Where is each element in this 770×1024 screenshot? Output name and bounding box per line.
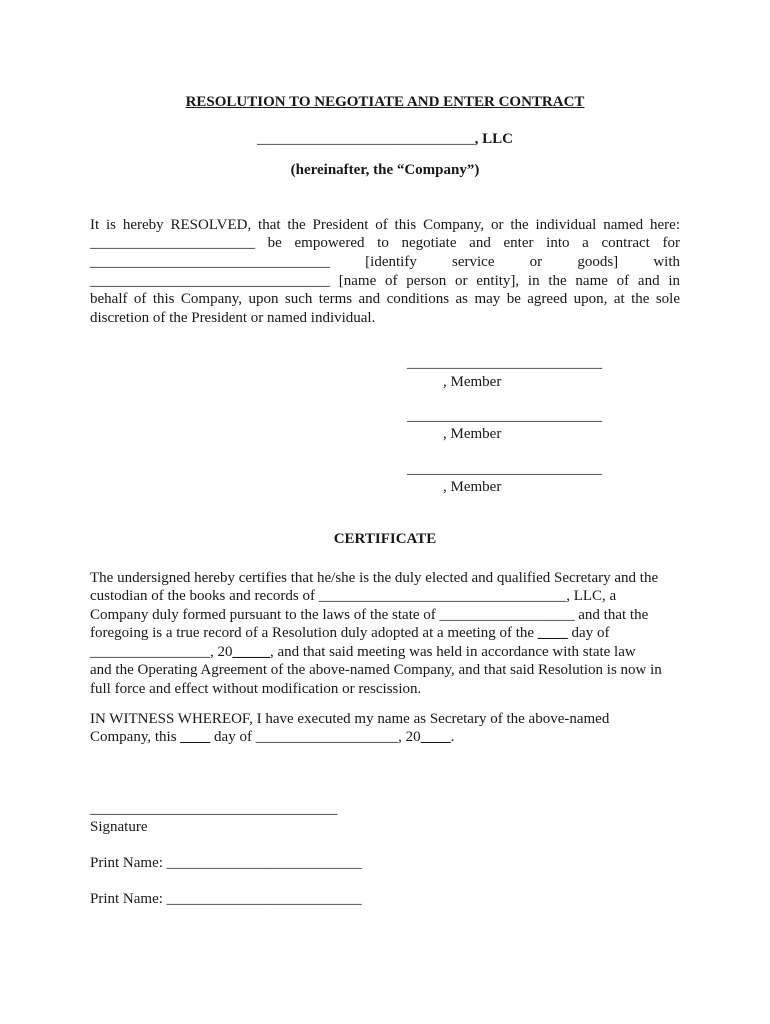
- text-run: ________________, 20: [90, 643, 233, 660]
- company-name-line: [90, 130, 680, 149]
- resolution-line: It is hereby RESOLVED, that the President of this Company, or the individual named here:: [90, 216, 680, 233]
- document-title: RESOLUTION TO NEGOTIATE AND ENTER CONTRACT: [185, 94, 585, 110]
- certificate-line: [90, 643, 680, 662]
- blank-field: ____: [537, 625, 568, 642]
- member-signature-block: [407, 460, 680, 497]
- witness-line: [90, 728, 680, 747]
- text-run: day of ___________________, 20: [210, 729, 421, 746]
- certificate-line: Company duly formed pursuant to the laws of the state of __________________ and that the: [90, 606, 649, 623]
- witness-paragraph: [90, 710, 680, 747]
- certificate-paragraph: [90, 569, 680, 699]
- text-run: foregoing is a true record of a Resolution duly adopted at a meeting of the: [90, 625, 538, 642]
- blank-field: ____: [420, 729, 451, 746]
- certificate-heading: CERTIFICATE: [333, 530, 437, 547]
- document-content: [90, 0, 680, 908]
- company-name-suffix: , LLC: [474, 130, 513, 147]
- text-run: .: [450, 729, 455, 746]
- print-name-row: Print Name: __________________________: [90, 890, 362, 907]
- resolution-line: ________________________________ [name of person or entity], in the name of and in: [90, 272, 680, 289]
- certificate-line: full force and effect without modification or rescission.: [90, 681, 422, 698]
- blank-field: _____: [232, 643, 270, 660]
- signature-label: Signature: [90, 819, 148, 836]
- member-signature-label: , Member: [443, 426, 502, 443]
- resolution-line: ______________________ be empowered to negotiate and enter into a contract for: [90, 235, 680, 252]
- member-signature-block: [407, 354, 680, 391]
- signature-line: _________________________________: [90, 800, 338, 817]
- certificate-line: The undersigned hereby certifies that he/she is the duly elected and qualified Secretary and the: [90, 569, 659, 586]
- signature-block: [90, 800, 680, 837]
- company-alias-subtitle: (hereinafter, the “Company”): [290, 162, 480, 179]
- member-signature-label: , Member: [443, 373, 502, 390]
- member-signature-group: [407, 354, 680, 497]
- print-name-row: Print Name: __________________________: [90, 855, 362, 872]
- member-signature-block: [407, 407, 680, 444]
- resolution-paragraph: [90, 216, 680, 328]
- text-run: , and that said meeting was held in accordance with state law: [270, 643, 636, 660]
- member-signature-label: , Member: [443, 479, 502, 496]
- member-signature-line: __________________________: [407, 460, 602, 477]
- text-run: Company, this: [90, 729, 181, 746]
- company-name-blank: _____________________________: [257, 130, 475, 147]
- resolution-line: discretion of the President or named individual.: [90, 309, 376, 326]
- text-run: day of: [567, 625, 610, 642]
- member-signature-line: __________________________: [407, 355, 602, 372]
- member-signature-line: __________________________: [407, 407, 602, 424]
- resolution-line: ________________________________ [identify service or goods] with: [90, 253, 680, 270]
- certificate-line: custodian of the books and records of _________________________________, LLC, a: [90, 588, 617, 605]
- certificate-line: and the Operating Agreement of the above-named Company, and that said Resolution is now in: [90, 662, 662, 679]
- certificate-line: [90, 624, 680, 643]
- witness-line: IN WITNESS WHEREOF, I have executed my name as Secretary of the above-named: [90, 710, 610, 727]
- blank-field: ____: [180, 729, 211, 746]
- resolution-line: behalf of this Company, upon such terms and conditions as may be agreed upon, at the sole: [90, 291, 680, 308]
